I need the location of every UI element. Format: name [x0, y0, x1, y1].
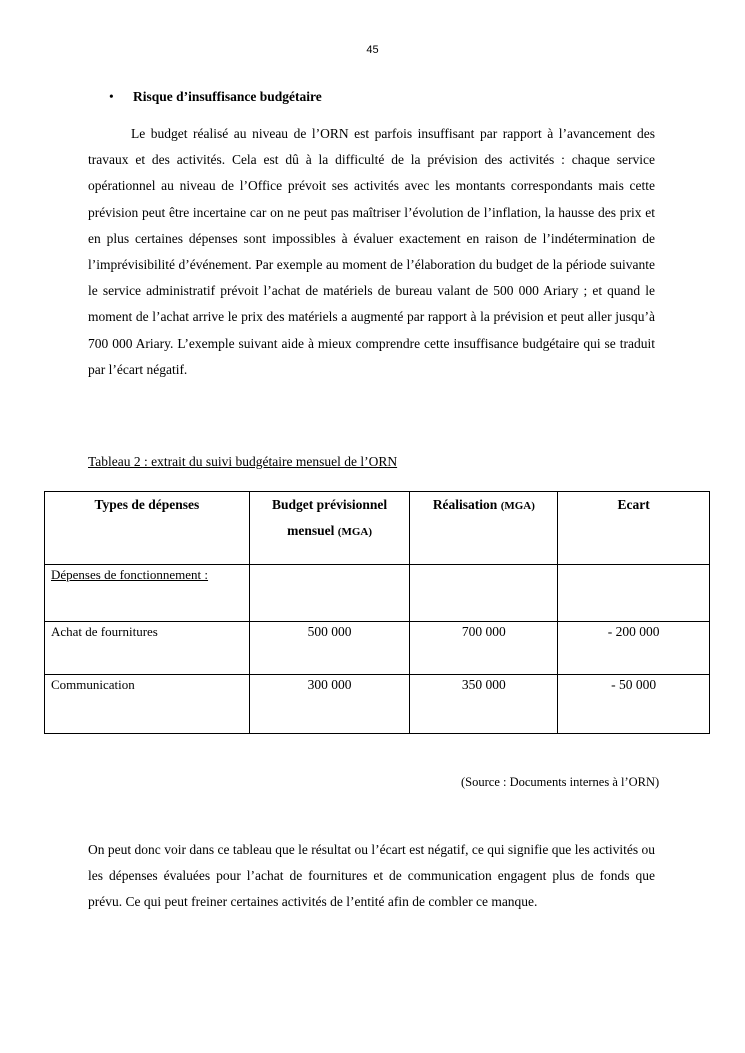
row-budget: 300 000	[249, 675, 410, 734]
header-realisation: Réalisation (MGA)	[410, 492, 558, 565]
table-row	[45, 675, 710, 734]
row-realisation: 350 000	[410, 675, 558, 734]
row-type: Communication	[45, 675, 250, 734]
bullet-heading	[109, 89, 322, 105]
header-budget: Budget prévisionnel mensuel (MGA)	[249, 492, 410, 565]
table-row	[45, 622, 710, 675]
header-types: Types de dépenses	[45, 492, 250, 565]
row-realisation: 700 000	[410, 622, 558, 675]
bullet-dot-icon: •	[109, 89, 114, 104]
budget-table	[44, 491, 710, 734]
section-label-cell	[45, 565, 250, 622]
paragraph-conclusion: On peut donc voir dans ce tableau que le résultat ou l’écart est négatif, ce qui signifie que les activités ou les dépenses évaluées pour l’achat de fournitures et de communication engagent plus de fonds que prévu. Ce qui peut freiner certaines activités de l’entité afin de combler ce manque.	[88, 842, 655, 910]
table-header-row	[45, 492, 710, 565]
table-caption: Tableau 2 : extrait du suivi budgétaire mensuel de l’ORN	[88, 454, 398, 469]
empty-cell	[410, 565, 558, 622]
section-label: Dépenses de fonctionnement :	[51, 567, 209, 582]
paragraph-risk-description: Le budget réalisé au niveau de l’ORN est parfois insuffisant par rapport à l’avancement des travaux et des activités. Cela est dû à la difficulté de la prévision des activités : chaque service opérationnel au niveau de l’Office prévoit ses activités avec les montants correspondants mais cette prévision peut être incertaine car on ne peut pas maîtriser l’évolution de l’inflation, la hausse des prix et en plus certaines dépenses sont impossibles à évaluer exactement en raison de l’indétermination de l’imprévisibilité d’événement. Par exemple au moment de l’élaboration du budget de la période suivante le service administratif prévoit l’achat de matériels de bureau valant de 500 000 Ariary ; et quand le moment de l’achat arrive le prix des matériels a augmenté par rapport à la prévision et peut aller jusqu’à 700 000 Ariary. L’exemple suivant aide à mieux comprendre cette insuffisance budgétaire qui se traduit par l’écart négatif.	[88, 126, 655, 377]
row-budget: 500 000	[249, 622, 410, 675]
row-ecart: - 200 000	[558, 622, 710, 675]
table-section-row	[45, 565, 710, 622]
row-type: Achat de fournitures	[45, 622, 250, 675]
empty-cell	[249, 565, 410, 622]
empty-cell	[558, 565, 710, 622]
table-source: (Source : Documents internes à l’ORN)	[461, 775, 660, 789]
page-number: 45	[366, 44, 379, 56]
row-ecart: - 50 000	[558, 675, 710, 734]
bullet-heading-text: Risque d’insuffisance budgétaire	[133, 89, 322, 104]
header-ecart: Ecart	[558, 492, 710, 565]
